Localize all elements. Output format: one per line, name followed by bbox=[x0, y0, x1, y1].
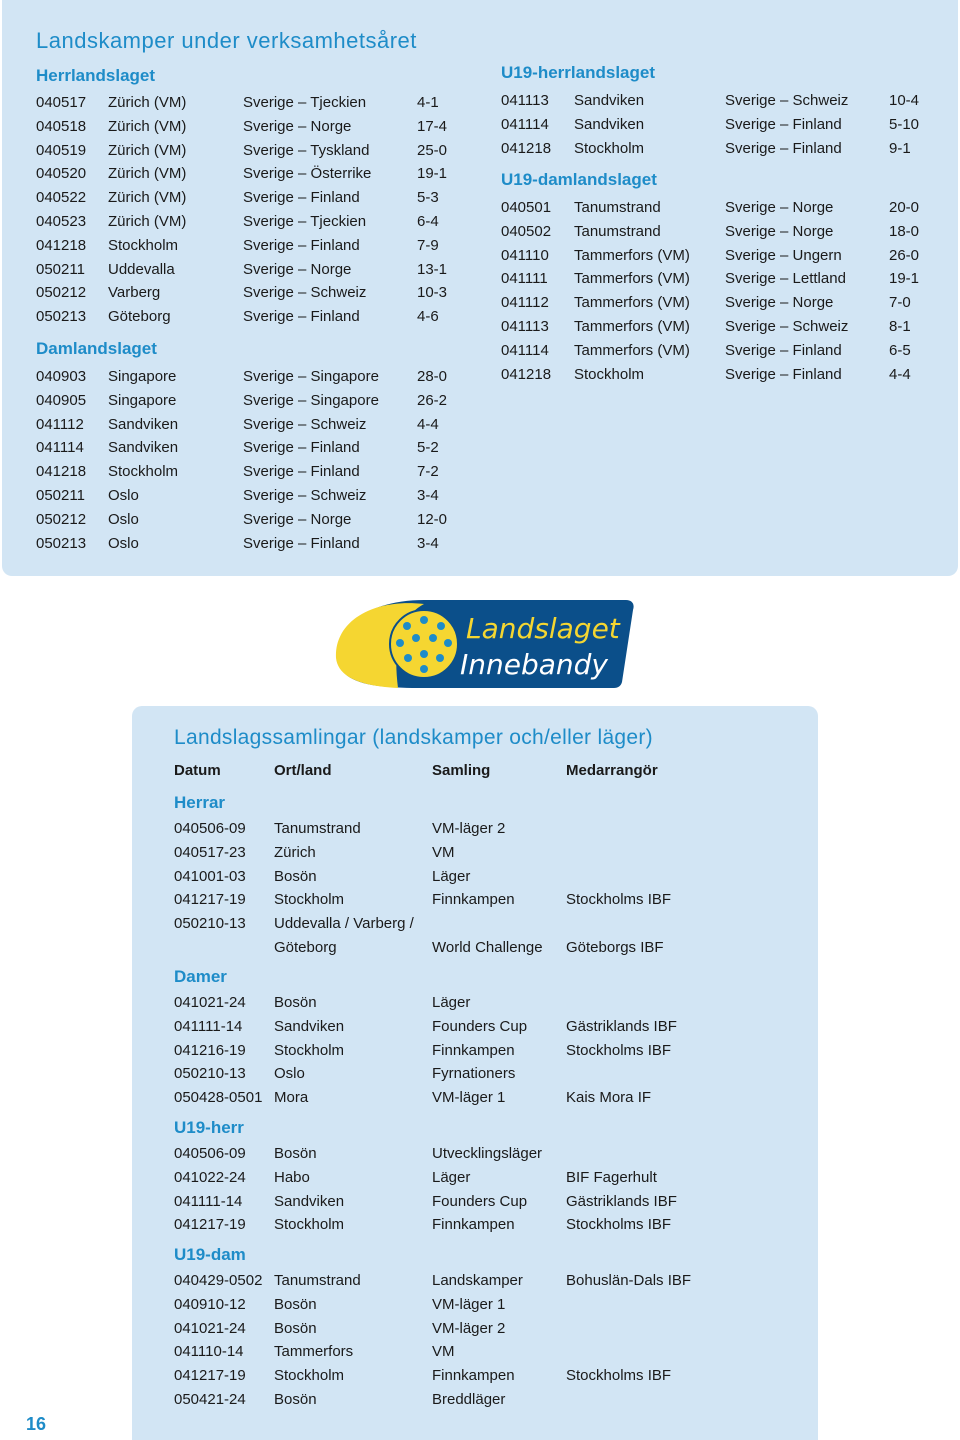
table-cell: Sverige – Norge bbox=[725, 199, 834, 216]
table-cell: 040910-12 bbox=[174, 1295, 246, 1313]
table-cell: Sverige – Norge bbox=[725, 294, 834, 312]
table-cell: 040502 bbox=[501, 222, 552, 240]
table-cell: Finnkampen bbox=[432, 1367, 515, 1385]
table-cell: 041001-03 bbox=[174, 867, 246, 885]
table-cell: Zürich (VM) bbox=[108, 189, 187, 207]
table-cell: 041217-19 bbox=[174, 1367, 246, 1385]
table-cell: 050212 bbox=[36, 284, 87, 302]
table-cell: Bosön bbox=[274, 994, 317, 1011]
table-cell: 040903 bbox=[36, 368, 87, 385]
table-cell: Stockholm bbox=[274, 891, 345, 909]
damer-heading: Damer bbox=[174, 967, 227, 986]
logo-line2: Innebandy bbox=[460, 648, 608, 681]
table-cell: 18-0 bbox=[889, 222, 920, 240]
table-cell: Finnkampen bbox=[432, 1216, 515, 1234]
table-cell: Landskamper bbox=[432, 1272, 523, 1289]
table-cell: Stockholm bbox=[574, 365, 645, 383]
table-cell: Sverige – Schweiz bbox=[243, 415, 367, 433]
page-title: Landskamper under verksamhetsåret bbox=[36, 28, 417, 53]
table-cell: 19-1 bbox=[417, 165, 448, 183]
table-cell: Sandviken bbox=[274, 1192, 345, 1210]
table-cell: Sverige – Norge bbox=[243, 260, 352, 278]
table-cell: 5-3 bbox=[417, 189, 439, 207]
table-cell: Göteborg bbox=[108, 308, 171, 326]
u19dam-camp-heading: U19-dam bbox=[174, 1245, 246, 1264]
table-cell: Tanumstrand bbox=[274, 1272, 361, 1289]
table-cell: Sverige – Finland bbox=[243, 308, 360, 326]
table-cell: Singapore bbox=[108, 368, 177, 385]
table-cell: Bohuslän-Dals IBF bbox=[566, 1272, 692, 1289]
table-cell: 041111-14 bbox=[174, 1192, 243, 1210]
table-cell: 25-0 bbox=[417, 141, 448, 159]
table-cell: Stockholms IBF bbox=[566, 1041, 672, 1059]
table-cell: Bosön bbox=[274, 1391, 317, 1408]
table-cell: Sverige – Finland bbox=[243, 189, 360, 207]
table-cell: Läger bbox=[432, 1168, 471, 1186]
table-cell: 12-0 bbox=[417, 510, 448, 528]
table-cell: Göteborgs IBF bbox=[566, 939, 664, 956]
table-cell: 040522 bbox=[36, 189, 87, 207]
table-cell: Sverige – Finland bbox=[725, 139, 842, 157]
table-cell: World Challenge bbox=[432, 939, 543, 956]
table-cell: Bosön bbox=[274, 1319, 317, 1337]
table-cell: VM-läger 2 bbox=[432, 1319, 506, 1337]
table-cell: Stockholm bbox=[108, 463, 179, 481]
table-cell: 10-3 bbox=[417, 284, 448, 302]
table-cell: 26-2 bbox=[417, 391, 448, 409]
table-cell: Stockholms IBF bbox=[566, 891, 672, 909]
table-cell: Sverige – Ungern bbox=[725, 246, 842, 264]
table-cell: 050211 bbox=[36, 487, 85, 504]
table-cell: Bosön bbox=[274, 1145, 317, 1162]
samlingar-title: Landslagssamlingar (landskamper och/eller läger) bbox=[174, 726, 653, 749]
table-cell: 041112 bbox=[36, 415, 84, 433]
table-cell: 040517 bbox=[36, 94, 87, 111]
table-cell: Sverige – Norge bbox=[243, 117, 352, 135]
table-cell: 040520 bbox=[36, 165, 87, 183]
table-cell: Sverige – Tyskland bbox=[243, 141, 370, 159]
table-cell: Singapore bbox=[108, 391, 177, 409]
table-cell: 041110-14 bbox=[174, 1343, 244, 1361]
table-cell: 041022-24 bbox=[174, 1168, 246, 1186]
table-cell: Zürich (VM) bbox=[108, 117, 187, 135]
table-cell: 8-1 bbox=[889, 318, 911, 335]
table-cell: Zürich (VM) bbox=[108, 213, 187, 230]
table-cell: 050428-0501 bbox=[174, 1089, 263, 1107]
table-cell: 041114 bbox=[501, 341, 549, 359]
table-cell: Founders Cup bbox=[432, 1017, 528, 1035]
table-cell: Uddevalla / Varberg / bbox=[274, 915, 414, 933]
table-cell: Habo bbox=[274, 1168, 310, 1186]
table-cell: 040429-0502 bbox=[174, 1272, 263, 1289]
table-cell: VM-läger 2 bbox=[432, 820, 506, 837]
table-cell: Varberg bbox=[108, 284, 161, 302]
table-cell: 050211 bbox=[36, 260, 85, 278]
page-number: 16 bbox=[26, 1414, 47, 1434]
table-cell: 040905 bbox=[36, 391, 87, 409]
table-cell: Tammerfors (VM) bbox=[574, 341, 690, 359]
table-cell: Stockholm bbox=[274, 1216, 345, 1234]
table-cell: Stockholm bbox=[574, 139, 645, 157]
table-cell: 041217-19 bbox=[174, 1216, 246, 1234]
table-cell: Tanumstrand bbox=[274, 820, 361, 837]
table-cell: Oslo bbox=[108, 534, 139, 552]
table-cell: 040517-23 bbox=[174, 843, 246, 861]
table-cell: 041114 bbox=[36, 439, 84, 457]
header-samling: Samling bbox=[432, 762, 491, 779]
table-cell: Tanumstrand bbox=[574, 199, 661, 216]
table-cell: 040518 bbox=[36, 117, 87, 135]
table-cell: 041021-24 bbox=[174, 1319, 246, 1337]
table-cell: Sverige – Finland bbox=[725, 341, 842, 359]
table-cell: Stockholm bbox=[108, 236, 179, 254]
table-cell: Sverige – Finland bbox=[243, 463, 360, 481]
u19dam-heading: U19-damlandslaget bbox=[501, 170, 657, 189]
table-cell: Tammerfors bbox=[274, 1343, 354, 1361]
table-cell: Sverige – Tjeckien bbox=[243, 213, 367, 230]
table-cell: 041218 bbox=[36, 236, 87, 254]
table-cell: 041111 bbox=[501, 270, 548, 288]
table-cell: Läger bbox=[432, 867, 471, 885]
table-cell: Sverige – Finland bbox=[243, 439, 360, 457]
table-cell: 041218 bbox=[501, 139, 552, 157]
table-cell: 050210-13 bbox=[174, 1065, 246, 1083]
table-cell: 040519 bbox=[36, 141, 87, 159]
table-cell: 040501 bbox=[501, 199, 552, 216]
table-cell: Fyrnationers bbox=[432, 1065, 516, 1083]
table-cell: 17-4 bbox=[417, 117, 448, 135]
table-cell: 4-1 bbox=[417, 94, 439, 111]
table-cell: Gästriklands IBF bbox=[566, 1192, 677, 1210]
header-ort: Ort/land bbox=[274, 762, 332, 779]
table-cell: 041113 bbox=[501, 318, 549, 335]
table-cell: Sverige – Schweiz bbox=[725, 92, 849, 109]
table-cell: 041111-14 bbox=[174, 1017, 243, 1035]
table-cell: 040506-09 bbox=[174, 820, 246, 837]
table-cell: Tammerfors (VM) bbox=[574, 294, 690, 312]
table-cell: Sverige – Lettland bbox=[725, 270, 846, 288]
table-cell: VM bbox=[432, 1343, 455, 1361]
table-cell: Bosön bbox=[274, 867, 317, 885]
table-cell: 041114 bbox=[501, 115, 549, 133]
table-cell: 6-4 bbox=[417, 213, 439, 230]
table-cell: 28-0 bbox=[417, 368, 448, 385]
table-cell: 040506-09 bbox=[174, 1145, 246, 1162]
table-cell: Bosön bbox=[274, 1295, 317, 1313]
table-cell: Finnkampen bbox=[432, 891, 515, 909]
table-cell: 050421-24 bbox=[174, 1391, 246, 1408]
table-cell: 19-1 bbox=[889, 270, 920, 288]
table-cell: Stockholm bbox=[274, 1367, 345, 1385]
table-cell: Sandviken bbox=[274, 1017, 345, 1035]
table-cell: Sverige – Österrike bbox=[243, 165, 372, 183]
table-cell: Sverige – Tjeckien bbox=[243, 94, 367, 111]
table-cell: Sverige – Schweiz bbox=[243, 487, 367, 504]
table-cell: Finnkampen bbox=[432, 1041, 515, 1059]
table-cell: Oslo bbox=[108, 487, 139, 504]
table-cell: Sandviken bbox=[574, 115, 645, 133]
table-cell: Sverige – Schweiz bbox=[243, 284, 367, 302]
table-cell: 7-0 bbox=[889, 294, 911, 312]
table-cell: 5-2 bbox=[417, 439, 439, 457]
table-cell: 26-0 bbox=[889, 246, 920, 264]
table-cell: 041110 bbox=[501, 246, 549, 264]
table-cell: Sandviken bbox=[108, 415, 179, 433]
table-cell: 7-9 bbox=[417, 236, 439, 254]
table-cell: Mora bbox=[274, 1089, 309, 1107]
table-cell: Tanumstrand bbox=[574, 222, 661, 240]
table-cell: Läger bbox=[432, 994, 471, 1011]
table-cell: Sverige – Singapore bbox=[243, 391, 379, 409]
table-cell: 3-4 bbox=[417, 487, 439, 504]
u19herr-heading: U19-herrlandslaget bbox=[501, 63, 655, 82]
table-cell: Sverige – Finland bbox=[725, 115, 842, 133]
table-cell: 5-10 bbox=[889, 115, 920, 133]
table-cell: Tammerfors (VM) bbox=[574, 318, 690, 335]
dam-heading: Damlandslaget bbox=[36, 339, 157, 358]
table-cell: 9-1 bbox=[889, 139, 911, 157]
table-cell: 050212 bbox=[36, 510, 87, 528]
table-cell: 041021-24 bbox=[174, 994, 246, 1011]
table-cell: Stockholms IBF bbox=[566, 1216, 672, 1234]
table-cell: Sverige – Schweiz bbox=[725, 318, 849, 335]
table-cell: Stockholm bbox=[274, 1041, 345, 1059]
table-cell: Sandviken bbox=[574, 92, 645, 109]
table-cell: Uddevalla bbox=[108, 260, 175, 278]
table-cell: Zürich (VM) bbox=[108, 94, 187, 111]
table-cell: VM-läger 1 bbox=[432, 1089, 506, 1107]
table-cell: Breddläger bbox=[432, 1391, 506, 1408]
table-cell: Kais Mora IF bbox=[566, 1089, 652, 1107]
table-cell: 050210-13 bbox=[174, 915, 246, 933]
table-cell: 20-0 bbox=[889, 199, 920, 216]
table-cell: 041113 bbox=[501, 92, 549, 109]
table-cell: Sverige – Norge bbox=[243, 510, 352, 528]
table-cell: Sverige – Norge bbox=[725, 222, 834, 240]
table-cell: 4-6 bbox=[417, 308, 439, 326]
u19herr-camp-heading: U19-herr bbox=[174, 1118, 244, 1137]
table-cell: Zürich (VM) bbox=[108, 141, 187, 159]
herrar-heading: Herrar bbox=[174, 793, 226, 812]
table-cell: Sandviken bbox=[108, 439, 179, 457]
table-cell: Göteborg bbox=[274, 939, 337, 956]
table-cell: Founders Cup bbox=[432, 1192, 528, 1210]
table-cell: 041216-19 bbox=[174, 1041, 246, 1059]
logo-line1: Landslaget bbox=[466, 612, 620, 645]
table-cell: 041112 bbox=[501, 294, 549, 312]
table-cell: 050213 bbox=[36, 308, 87, 326]
table-cell: 041218 bbox=[36, 463, 87, 481]
table-cell: 6-5 bbox=[889, 341, 911, 359]
table-cell: 3-4 bbox=[417, 534, 439, 552]
table-cell: Zürich (VM) bbox=[108, 165, 187, 183]
table-cell: VM-läger 1 bbox=[432, 1295, 506, 1313]
table-cell: 041217-19 bbox=[174, 891, 246, 909]
table-cell: Stockholms IBF bbox=[566, 1367, 672, 1385]
table-cell: Tammerfors (VM) bbox=[574, 246, 690, 264]
table-cell: 4-4 bbox=[417, 415, 439, 433]
table-cell: Sverige – Finland bbox=[243, 534, 360, 552]
landslaget-innebandy-logo bbox=[332, 596, 636, 690]
table-cell: Sverige – Singapore bbox=[243, 368, 379, 385]
table-cell: 050213 bbox=[36, 534, 87, 552]
table-cell: 10-4 bbox=[889, 92, 920, 109]
table-cell: Oslo bbox=[108, 510, 139, 528]
table-cell: 040523 bbox=[36, 213, 87, 230]
header-medarrangor: Medarrangör bbox=[566, 762, 658, 779]
table-cell: BIF Fagerhult bbox=[566, 1168, 657, 1186]
table-cell: 041218 bbox=[501, 365, 552, 383]
table-cell: Oslo bbox=[274, 1065, 305, 1083]
table-cell: 4-4 bbox=[889, 365, 911, 383]
table-cell: 13-1 bbox=[417, 260, 448, 278]
table-cell: Utvecklingsläger bbox=[432, 1145, 543, 1162]
table-cell: Sverige – Finland bbox=[243, 236, 360, 254]
header-datum: Datum bbox=[174, 762, 221, 779]
table-cell: 7-2 bbox=[417, 463, 439, 481]
herr-heading: Herrlandslaget bbox=[36, 66, 156, 85]
table-cell: Zürich bbox=[274, 843, 316, 861]
table-cell: Sverige – Finland bbox=[725, 365, 842, 383]
table-cell: Gästriklands IBF bbox=[566, 1017, 677, 1035]
table-cell: Tammerfors (VM) bbox=[574, 270, 690, 288]
floorball-icon bbox=[390, 610, 458, 678]
table-cell: VM bbox=[432, 843, 455, 861]
